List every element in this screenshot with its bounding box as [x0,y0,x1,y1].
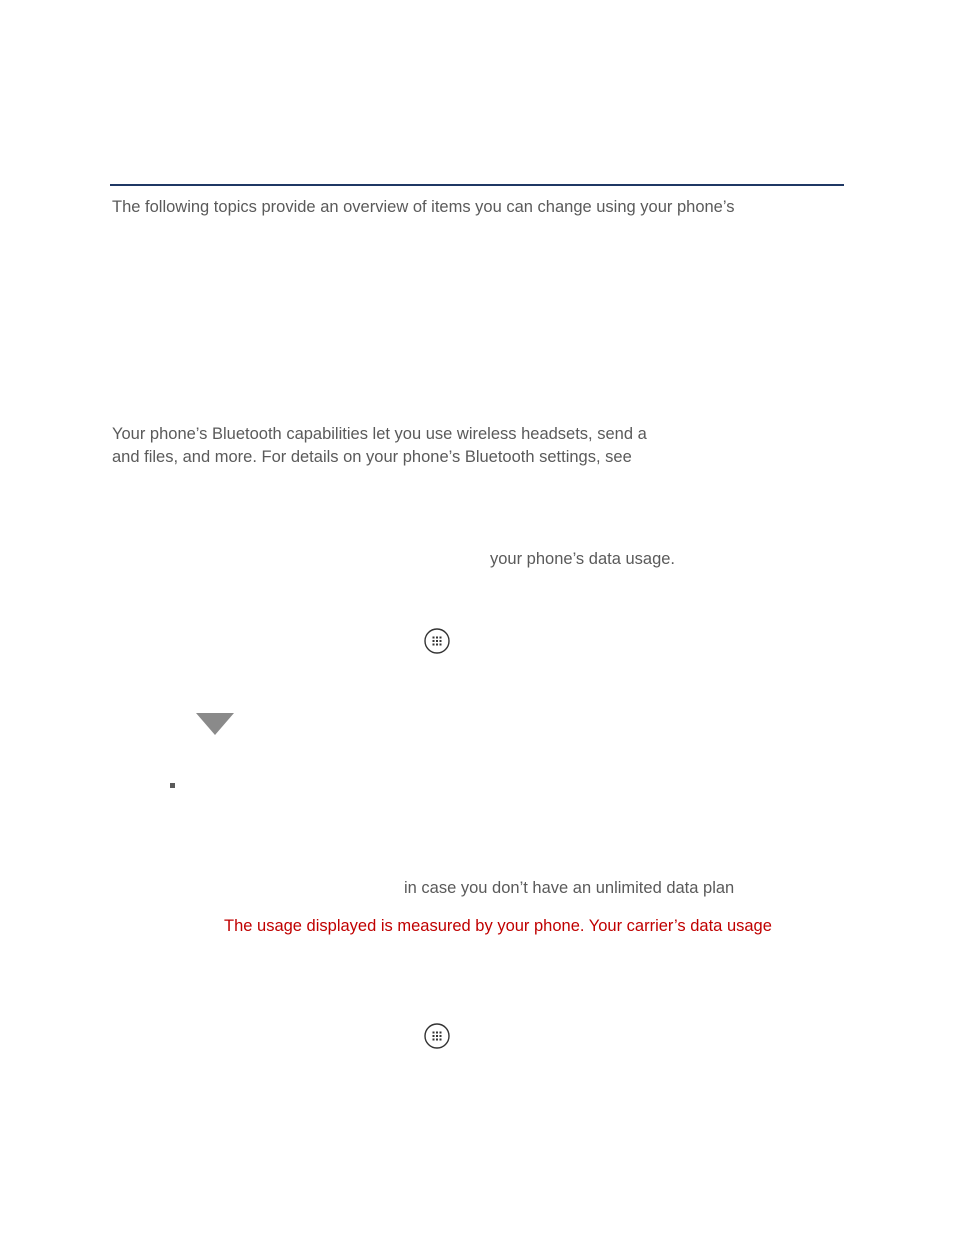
apps-icon-2 [424,1023,450,1049]
apps-icon [424,628,450,654]
data-usage-warning: The usage displayed is measured by your phone. Your carrier’s data usage [224,917,772,935]
dropdown-triangle-icon [196,713,234,735]
bluetooth-text-line1: Your phone’s Bluetooth capabilities let you use wireless headsets, send a [112,425,647,443]
header-rule [110,184,844,186]
square-bullet-icon [170,783,175,788]
unlimited-plan-text: in case you don’t have an unlimited data plan [404,879,735,897]
intro-text: The following topics provide an overview of items you can change using your phone’s [112,198,735,216]
data-usage-text: your phone’s data usage. [490,550,676,568]
bluetooth-text-line2: and files, and more. For details on your phone’s Bluetooth settings, see [112,448,632,466]
